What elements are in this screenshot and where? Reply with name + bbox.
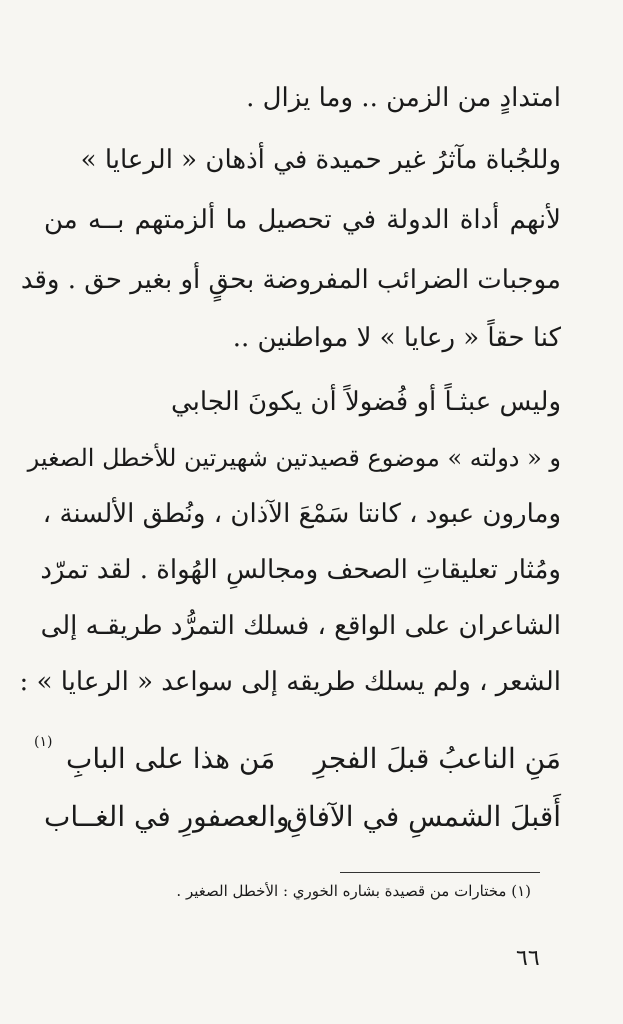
text-line: لأنهم أداة الدولة في تحصيل ما ألزمتهم بــه من bbox=[44, 205, 561, 235]
text-line: وليس عبثـاً أو فُضولاً أن يكونَ الجابي bbox=[170, 387, 561, 417]
text-line: امتدادٍ من الزمن .. وما يزال . bbox=[246, 83, 561, 113]
text-line: كنا حقاً « رعايا » لا مواطنين .. bbox=[232, 323, 561, 353]
verse-hemistich-left: والعصفورِ في الغــاب bbox=[44, 800, 290, 833]
footnote: (١) مختارات من قصيدة بشاره الخوري : الأخطل الصغير . bbox=[176, 882, 531, 900]
text-line: موجبات الضرائب المفروضة بحقٍ أو بغير حق . وقد bbox=[20, 265, 561, 295]
verse-line bbox=[44, 800, 561, 844]
page-number: ٦٦ bbox=[516, 946, 540, 971]
verse-hemistich-right: مَنِ الناعبُ قبلَ الفجرِ bbox=[313, 742, 561, 775]
verse-hemistich-right: أَقبلَ الشمسِ في الآفاقِ bbox=[286, 800, 561, 833]
text-line: الشعر ، ولم يسلك طريقه إلى سواعد « الرعايا » : bbox=[19, 667, 561, 697]
footnote-marker: (١) bbox=[34, 734, 53, 750]
verse-line bbox=[44, 742, 561, 786]
footnote-divider bbox=[340, 872, 540, 873]
text-line: و « دولته » موضوع قصيدتين شهيرتين للأخطل الصغير bbox=[27, 444, 561, 472]
text-line: ومُثار تعليقاتِ الصحف ومجالسِ الهُواة . لقد تمرّد bbox=[40, 555, 561, 585]
verse-hemistich-left: مَن هذا على البابِ bbox=[66, 742, 276, 775]
text-line: ومارون عبود ، كانتا سَمْعَ الآذان ، ونُطق الألسنة ، bbox=[42, 499, 561, 529]
text-line: الشاعران على الواقع ، فسلك التمرُّد طريقـه إلى bbox=[40, 611, 561, 641]
text-line: وللجُباة مآثرُ غير حميدة في أذهان « الرعايا » bbox=[80, 145, 561, 175]
